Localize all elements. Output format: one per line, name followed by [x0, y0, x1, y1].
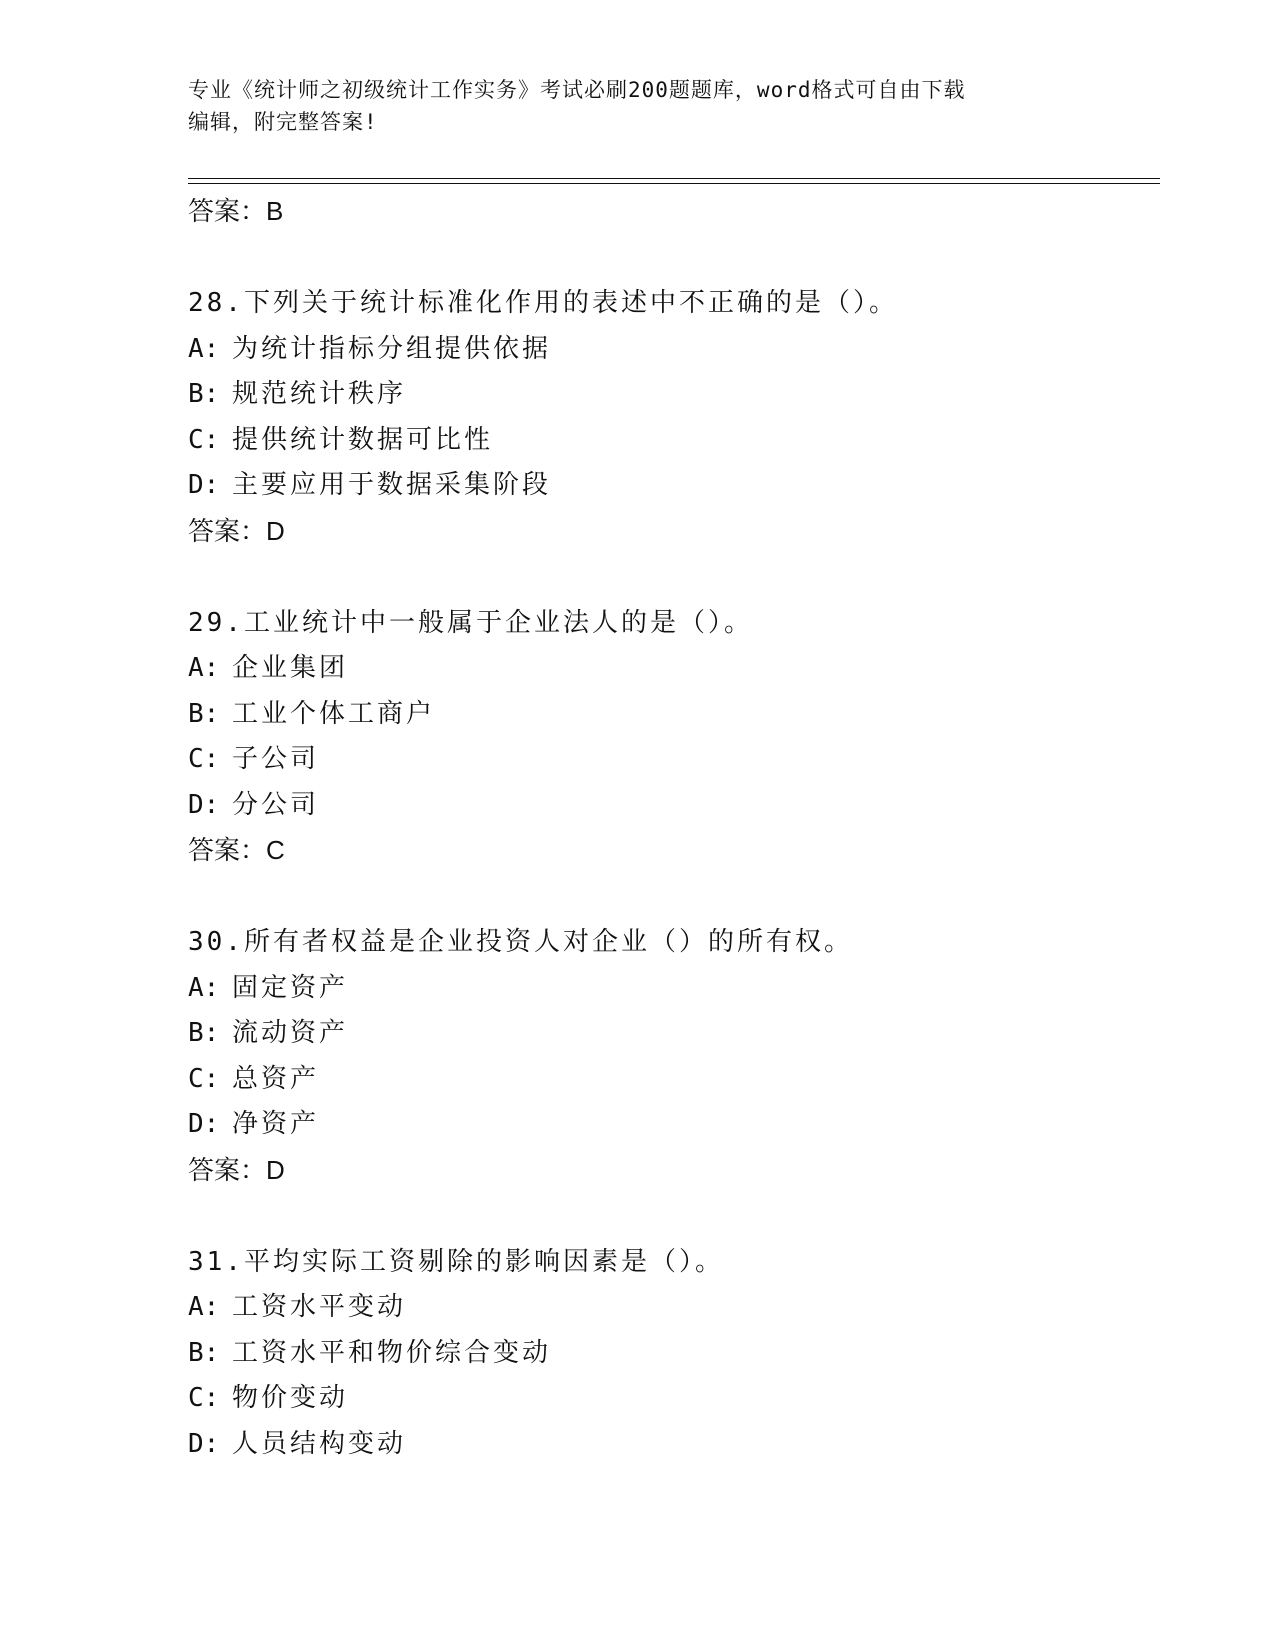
option-line: [188, 418, 1148, 464]
option-line: [188, 327, 1148, 373]
question-stem: 29.工业统计中一般属于企业法人的是（）。: [188, 607, 753, 638]
question-block: [188, 281, 1148, 554]
option-text: 分公司: [232, 789, 320, 820]
option-text: 为统计指标分组提供依据: [232, 333, 552, 364]
option-text: 企业集团: [232, 653, 349, 683]
option-key: C:: [188, 1383, 220, 1413]
option-line: [188, 1057, 1148, 1103]
option-text: 工业个体工商户: [232, 698, 436, 729]
option-key: A:: [188, 972, 220, 1003]
answer-label: 答案：D: [188, 1154, 285, 1185]
option-text: 工资水平和物价综合变动: [232, 1337, 552, 1368]
option-text: 人员结构变动: [232, 1428, 407, 1459]
option-text: 子公司: [232, 744, 320, 774]
option-line: [188, 1102, 1148, 1148]
question-block: [188, 601, 1148, 874]
question-stem: 30.所有者权益是企业投资人对企业（）的所有权。: [188, 927, 853, 957]
option-line: [188, 1011, 1148, 1057]
option-text: 固定资产: [232, 972, 349, 1003]
option-key: D:: [188, 789, 220, 820]
question-block: [188, 920, 1148, 1193]
option-key: C:: [188, 744, 220, 774]
option-key: B:: [188, 379, 220, 409]
document-header: [188, 74, 1088, 138]
option-text: 规范统计秩序: [232, 379, 407, 409]
header-divider-top: [188, 178, 1160, 179]
question-list: [188, 189, 1148, 1467]
header-title-line-2: 编辑，附完整答案!: [188, 110, 378, 134]
option-key: B:: [188, 1337, 220, 1368]
option-text: 物价变动: [232, 1383, 349, 1413]
option-key: D:: [188, 470, 220, 500]
option-key: B:: [188, 698, 220, 729]
option-key: A:: [188, 653, 220, 683]
option-key: A:: [188, 1292, 220, 1322]
option-key: B:: [188, 1018, 220, 1048]
option-line: [188, 783, 1148, 829]
question-stem: 31.平均实际工资剔除的影响因素是（）。: [188, 1246, 724, 1277]
header-title-line-1: 专业《统计师之初级统计工作实务》考试必刷200题题库，word格式可自由下载: [188, 78, 966, 102]
option-key: C:: [188, 424, 220, 455]
option-key: A:: [188, 333, 220, 364]
option-text: 流动资产: [232, 1018, 349, 1048]
option-text: 总资产: [232, 1063, 320, 1094]
question-block: [188, 1240, 1148, 1468]
option-text: 工资水平变动: [232, 1292, 407, 1322]
option-text: 主要应用于数据采集阶段: [232, 470, 552, 500]
option-key: D:: [188, 1109, 220, 1139]
option-line: [188, 463, 1148, 509]
option-line: [188, 737, 1148, 783]
option-key: D:: [188, 1428, 220, 1459]
option-line: [188, 1422, 1148, 1468]
answer-label: 答案：C: [188, 835, 285, 865]
option-line: [188, 692, 1148, 738]
answer-label: 答案：B: [188, 196, 284, 226]
option-line: [188, 1331, 1148, 1377]
answer-label: 答案：D: [188, 515, 285, 546]
option-line: [188, 1285, 1148, 1331]
header-divider-bottom: [188, 183, 1160, 184]
option-key: C:: [188, 1063, 220, 1094]
option-line: [188, 966, 1148, 1012]
option-line: [188, 372, 1148, 418]
option-line: [188, 1376, 1148, 1422]
option-text: 净资产: [232, 1109, 320, 1139]
option-line: [188, 646, 1148, 692]
question-stem: 28.下列关于统计标准化作用的表述中不正确的是（）。: [188, 288, 898, 318]
option-text: 提供统计数据可比性: [232, 424, 494, 455]
